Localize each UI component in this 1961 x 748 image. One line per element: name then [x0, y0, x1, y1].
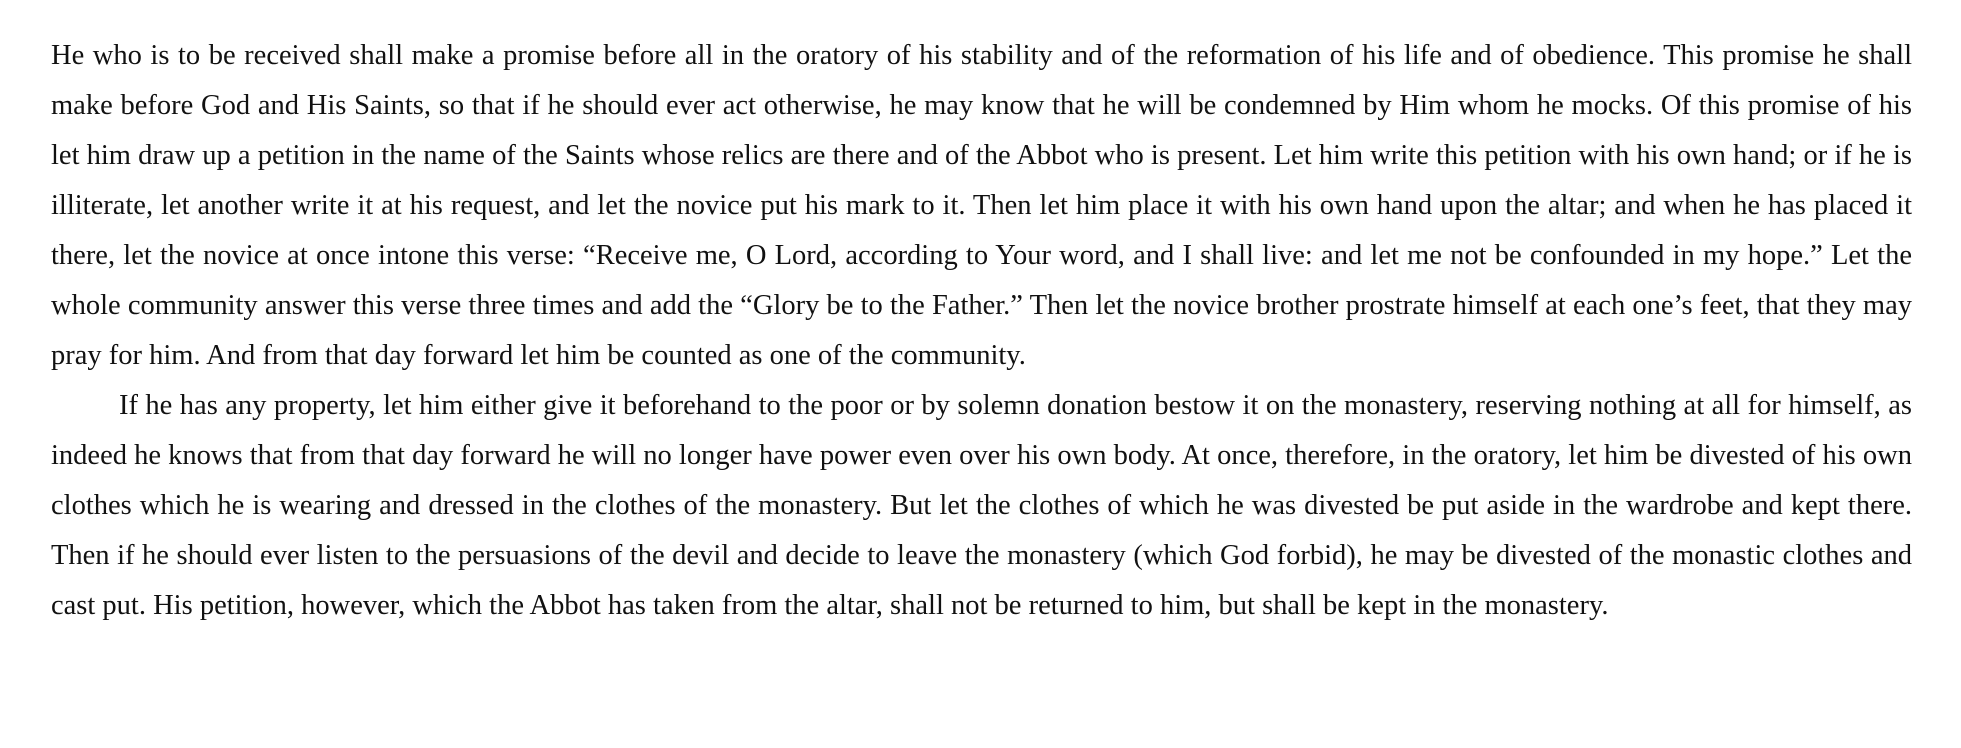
document-body	[51, 31, 1912, 631]
paragraph-1: He who is to be received shall make a promise before all in the oratory of his stability and of the reformation of his life and of obedience. This promise he shall make before God and His Saints, so that if he should ever act otherwise, he may know that he will be condemned by Him whom he mocks. Of this promise of his let him draw up a petition in the name of the Saints whose relics are there and of the Abbot who is present. Let him write this petition with his own hand; or if he is illiterate, let another write it at his request, and let the novice put his mark to it. Then let him place it with his own hand upon the altar; and when he has placed it there, let the novice at once intone this verse: “Receive me, O Lord, according to Your word, and I shall live: and let me not be confounded in my hope.” Let the whole community answer this verse three times and add the “Glory be to the Father.” Then let the novice brother prostrate himself at each one’s feet, that they may pray for him. And from that day forward let him be counted as one of the community.	[51, 40, 1912, 371]
paragraph-2: If he has any property, let him either give it beforehand to the poor or by solemn donation bestow it on the monastery, reserving nothing at all for himself, as indeed he knows that from that day forward he will no longer have power even over his own body. At once, therefore, in the oratory, let him be divested of his own clothes which he is wearing and dressed in the clothes of the monastery. But let the clothes of which he was divested be put aside in the wardrobe and kept there. Then if he should ever listen to the persuasions of the devil and decide to leave the monastery (which God forbid), he may be divested of the monastic clothes and cast put. His petition, however, which the Abbot has taken from the altar, shall not be returned to him, but shall be kept in the monastery.	[51, 390, 1912, 621]
